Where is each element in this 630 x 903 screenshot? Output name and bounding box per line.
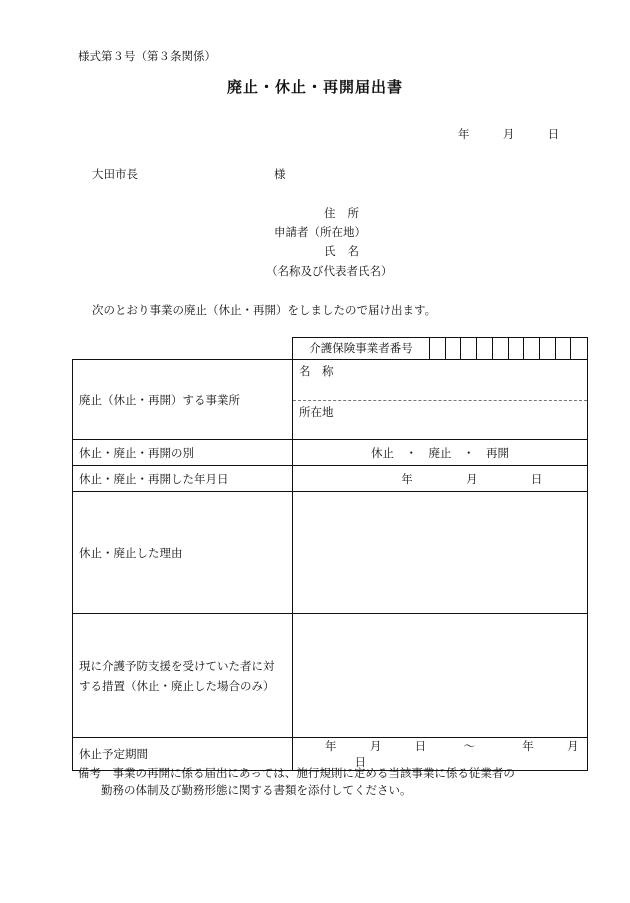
form-number: 様式第３号（第３条関係）: [78, 49, 216, 63]
office-location-label: 所在地: [299, 405, 334, 419]
provider-digit-cell[interactable]: [509, 338, 525, 359]
date-field-day: 日: [530, 471, 543, 486]
provider-digit-cell[interactable]: [477, 338, 493, 359]
measures-label-line1: 現に介護予防支援を受けていた者に対: [79, 658, 275, 673]
type-row-label: 休止・廃止・再開の別: [73, 440, 293, 466]
period-end-year: 年: [522, 739, 534, 753]
note-line2: 勤務の体制及び勤務形態に関する書類を添付してください。: [101, 783, 412, 797]
addressee: 大田市長: [92, 167, 138, 181]
provider-number-label: 介護保険事業者番号: [293, 338, 430, 359]
reason-row-label: 休止・廃止した理由: [73, 492, 293, 614]
date-year-label: 年: [458, 127, 470, 141]
applicant-address-label: 住所: [324, 206, 371, 220]
office-location-field[interactable]: [293, 401, 587, 439]
document-title: 廃止・休止・再開届出書: [226, 78, 403, 96]
period-start-month: 月: [369, 739, 382, 753]
office-row-label: 廃止（休止・再開）する事業所: [73, 360, 293, 440]
period-row-label: 休止予定期間: [73, 738, 293, 771]
period-end-day: 日: [354, 755, 367, 769]
date-day-label: 日: [547, 127, 560, 141]
notification-table: [72, 359, 588, 771]
office-name-label: 名 称: [299, 364, 334, 378]
period-end-month: 月: [567, 739, 579, 753]
provider-number-box: [292, 337, 588, 359]
table-row: [73, 466, 588, 492]
provider-digit-cell[interactable]: [540, 338, 556, 359]
date-month-label: 月: [502, 127, 515, 141]
applicant-representative-label: （名称及び代表者氏名）: [266, 264, 393, 278]
statement-text: 次のとおり事業の廃止（休止・再開）をしましたので届け出ます。: [92, 303, 437, 317]
date-field[interactable]: [293, 466, 588, 492]
provider-digit-cell[interactable]: [430, 338, 446, 359]
period-tilde: ～: [463, 739, 475, 753]
provider-digit-cell[interactable]: [493, 338, 509, 359]
period-start-day: 日: [414, 739, 427, 753]
table-row: [73, 440, 588, 466]
submission-date: [458, 126, 559, 142]
table-row: [73, 614, 588, 738]
provider-digit-cell[interactable]: [571, 338, 587, 359]
provider-digit-cell[interactable]: [556, 338, 572, 359]
measures-row-label: [73, 614, 293, 738]
applicant-name-label: 氏名: [324, 244, 371, 258]
addressee-suffix: 様: [274, 167, 286, 181]
date-field-year: 年: [401, 471, 413, 486]
type-options[interactable]: 休止 ・ 廃止 ・ 再開: [293, 440, 588, 466]
provider-digit-cell[interactable]: [524, 338, 540, 359]
measures-label-line2: する措置（休止・廃止した場合のみ）: [79, 678, 275, 693]
provider-digit-cell[interactable]: [446, 338, 462, 359]
applicant-label: 申請者（所在地）: [274, 225, 366, 239]
period-start-year: 年: [325, 739, 337, 753]
provider-digit-cell[interactable]: [461, 338, 477, 359]
date-field-month: 月: [466, 471, 478, 486]
reason-field[interactable]: [293, 492, 588, 614]
date-row-label: 休止・廃止・再開した年月日: [73, 466, 293, 492]
office-field: [293, 360, 588, 440]
measures-field[interactable]: [293, 614, 588, 738]
note-line1: 備考 事業の再開に係る届出にあっては、施行規則に定める当該事業に係る従業者の: [78, 766, 515, 780]
table-row: [73, 492, 588, 614]
office-name-field[interactable]: [293, 360, 587, 401]
table-row: [73, 360, 588, 440]
